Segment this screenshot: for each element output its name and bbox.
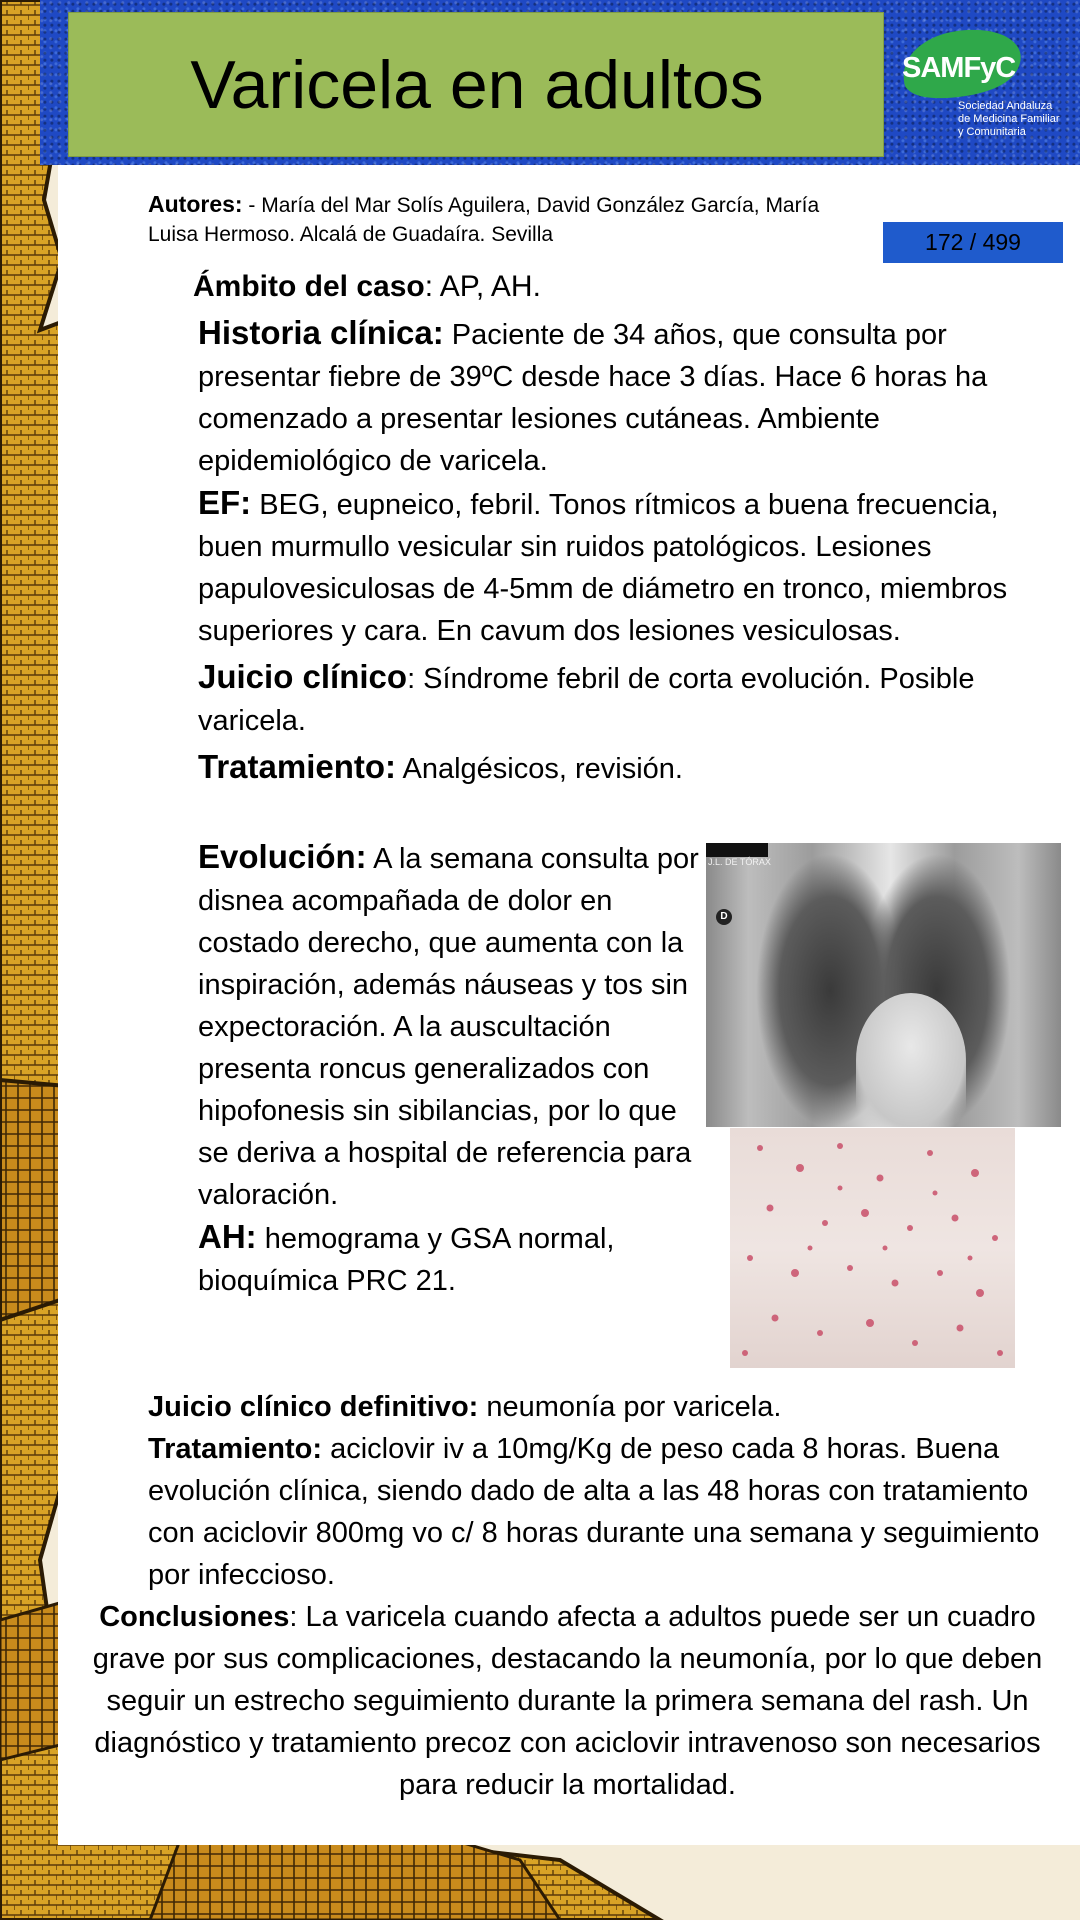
logo-sub-line: Sociedad Andaluza <box>958 100 1053 112</box>
final-diagnosis-section <box>148 1386 1063 1596</box>
juicio-def-text: neumonía por varicela. <box>478 1391 782 1423</box>
historia-paragraph <box>198 312 1048 482</box>
historia-label: Historia clínica: <box>198 314 444 351</box>
page-counter-badge: 172 / 499 <box>883 222 1063 263</box>
juicio-paragraph <box>198 656 1048 742</box>
authors-label: Autores: <box>148 191 243 217</box>
conclusiones-text: : La varicela cuando afecta a adultos puede ser un cuadro grave por sus complicaciones, destacando la neumonía, por lo que deben seguir un estrecho seguimiento durante la primera semana del rash. Un diagnóstico y tratamiento precoz con aciclovir intravenoso son necesarios para reducir la mortalidad. <box>92 1601 1043 1801</box>
evolucion-label: Evolución: <box>198 838 367 875</box>
authors-line1: - María del Mar Solís Aguilera, David González García, María <box>242 194 820 217</box>
conclusiones-label: Conclusiones <box>99 1601 290 1633</box>
historia-text: Paciente de 34 años, que consulta por presentar fiebre de 39ºC desde hace 3 días. Hace 6 horas ha comenzado a presentar lesiones cutáneas. Ambiente epidemiológico de varicela. <box>198 319 988 477</box>
tratamiento-def-paragraph <box>148 1428 1063 1596</box>
rash-spots <box>730 1128 1015 1368</box>
ah-text: hemograma y GSA normal, bioquímica PRC 21. <box>198 1223 615 1297</box>
logo-sub-line: de Medicina Familiar <box>958 113 1060 125</box>
ambito-value: : AP, AH. <box>424 270 541 303</box>
ah-label: AH: <box>198 1218 257 1255</box>
juicio-def-paragraph <box>148 1386 1063 1428</box>
tratamiento-def-text: aciclovir iv a 10mg/Kg de peso cada 8 horas. Buena evolución clínica, siendo dado de alta a las 48 horas con tratamiento con aciclovir 800mg vo c/ 8 horas durante una semana y seguimiento por infeccioso. <box>148 1433 1040 1591</box>
tratamiento-paragraph <box>198 746 1048 790</box>
tratamiento-text: Analgésicos, revisión. <box>396 753 683 785</box>
juicio-label: Juicio clínico <box>198 658 408 695</box>
juicio-text: : Síndrome febril de corta evolución. Posible varicela. <box>198 663 975 737</box>
tratamiento-label: Tratamiento: <box>198 748 397 785</box>
ef-paragraph <box>198 482 1048 652</box>
xray-label: J.L. DE TÓRAX <box>708 857 771 867</box>
juicio-def-label: Juicio clínico definitivo: <box>148 1391 479 1423</box>
evolucion-paragraph <box>198 836 708 1216</box>
evolucion-section <box>198 836 708 1302</box>
xray-topbar <box>706 843 768 857</box>
tratamiento-def-label: Tratamiento: <box>148 1433 323 1465</box>
ef-text: BEG, eupneico, febril. Tonos rítmicos a buena frecuencia, buen murmullo vesicular sin ruidos patológicos. Lesiones papulovesiculosas de 4-5mm de diámetro en tronco, miembros superiores y cara. En cavum dos lesiones vesiculosas. <box>198 489 1008 647</box>
ef-label: EF: <box>198 484 252 521</box>
logo-text: SAMFyC <box>902 52 1016 84</box>
ambito-section <box>193 266 541 308</box>
page-title: Varicela en adultos <box>190 47 764 123</box>
skin-rash-image <box>730 1128 1015 1368</box>
xray-heart-shadow <box>856 993 966 1127</box>
xray-marker: D <box>716 909 732 925</box>
chest-xray-image <box>706 843 1061 1127</box>
case-history <box>198 312 1048 790</box>
logo-subtitle <box>958 100 1078 139</box>
logo-sub-line: y Comunitaria <box>958 126 1026 138</box>
ah-paragraph <box>198 1216 708 1302</box>
title-banner <box>68 12 884 157</box>
authors-line2: Luisa Hermoso. Alcalá de Guadaíra. Sevilla <box>148 223 554 246</box>
evolucion-text: A la semana consulta por disnea acompañada de dolor en costado derecho, que aumenta con la inspiración, además náuseas y tos sin expectoración. A la auscultación presenta roncus generalizados con hipofonesis sin sibilancias, por lo que se deriva a hospital de referencia para valoración. <box>198 843 699 1211</box>
conclusiones-section <box>70 1596 1065 1806</box>
ambito-label: Ámbito del caso <box>193 270 425 303</box>
authors <box>148 190 948 249</box>
